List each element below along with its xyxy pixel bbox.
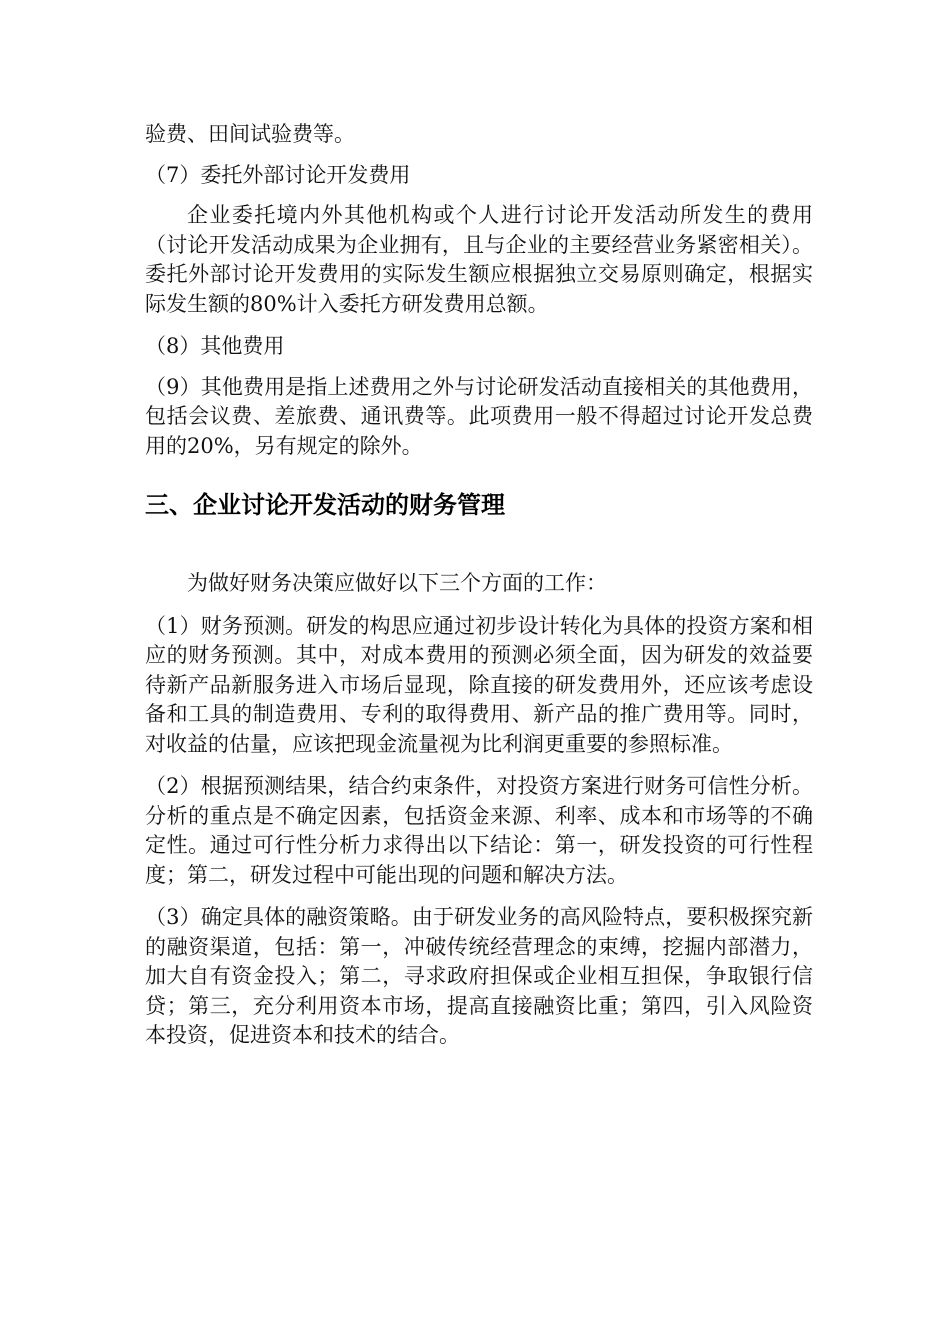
- section-3-item-3: （3）确定具体的融资策略。由于研发业务的高风险特点，要积极探究新的融资渠道，包括：第一，冲破传统经营理念的束缚，挖掘内部潜力，加大自有资金投入；第二，寻求政府担保或企业相互担保，争取银行信贷；第三，充分利用资本市场，提高直接融资比重；第四，引入风险资本投资，促进资本和技术的结合。: [145, 905, 813, 1047]
- section-3-intro: 为做好财务决策应做好以下三个方面的工作：: [187, 571, 607, 595]
- item-8-title: （8）其他费用: [145, 334, 285, 358]
- section-3-item-1: （1）财务预测。研发的构思应通过初步设计转化为具体的投资方案和相应的财务预测。其中，对成本费用的预测必须全面，因为研发的效益要待新产品新服务进入市场后显现，除直接的研发费用外，还应该考虑设备和工具的制造费用、专利的取得费用、新产品的推广费用等。同时，对收益的估量，应该把现金流量视为比利润更重要的参照标准。: [145, 613, 813, 756]
- item-7-title: （7）委托外部讨论开发费用: [145, 162, 411, 187]
- item-9-body: （9）其他费用是指上述费用之外与讨论研发活动直接相关的其他费用，包括会议费、差旅费、通讯费等。此项费用一般不得超过讨论开发总费用的20%，另有规定的除外。: [145, 374, 813, 458]
- document-page: [145, 120, 813, 1064]
- section-3-heading: 三、企业讨论开发活动的财务管理: [145, 491, 505, 519]
- item-7-body: 企业委托境内外其他机构或个人进行讨论开发活动所发生的费用（讨论开发活动成果为企业拥有，且与企业的主要经营业务紧密相关）。委托外部讨论开发费用的实际发生额应根据独立交易原则确定，根据实际发生额的80%计入委托方研发费用总额。: [145, 203, 813, 316]
- section-3-item-2: （2）根据预测结果，结合约束条件，对投资方案进行财务可信性分析。分析的重点是不确定因素，包括资金来源、利率、成本和市场等的不确定性。通过可行性分析力求得出以下结论：第一，研发投资的可行性程度；第二，研发过程中可能出现的问题和解决方法。: [145, 774, 813, 887]
- paragraph-continuation: 验费、田间试验费等。: [145, 122, 355, 146]
